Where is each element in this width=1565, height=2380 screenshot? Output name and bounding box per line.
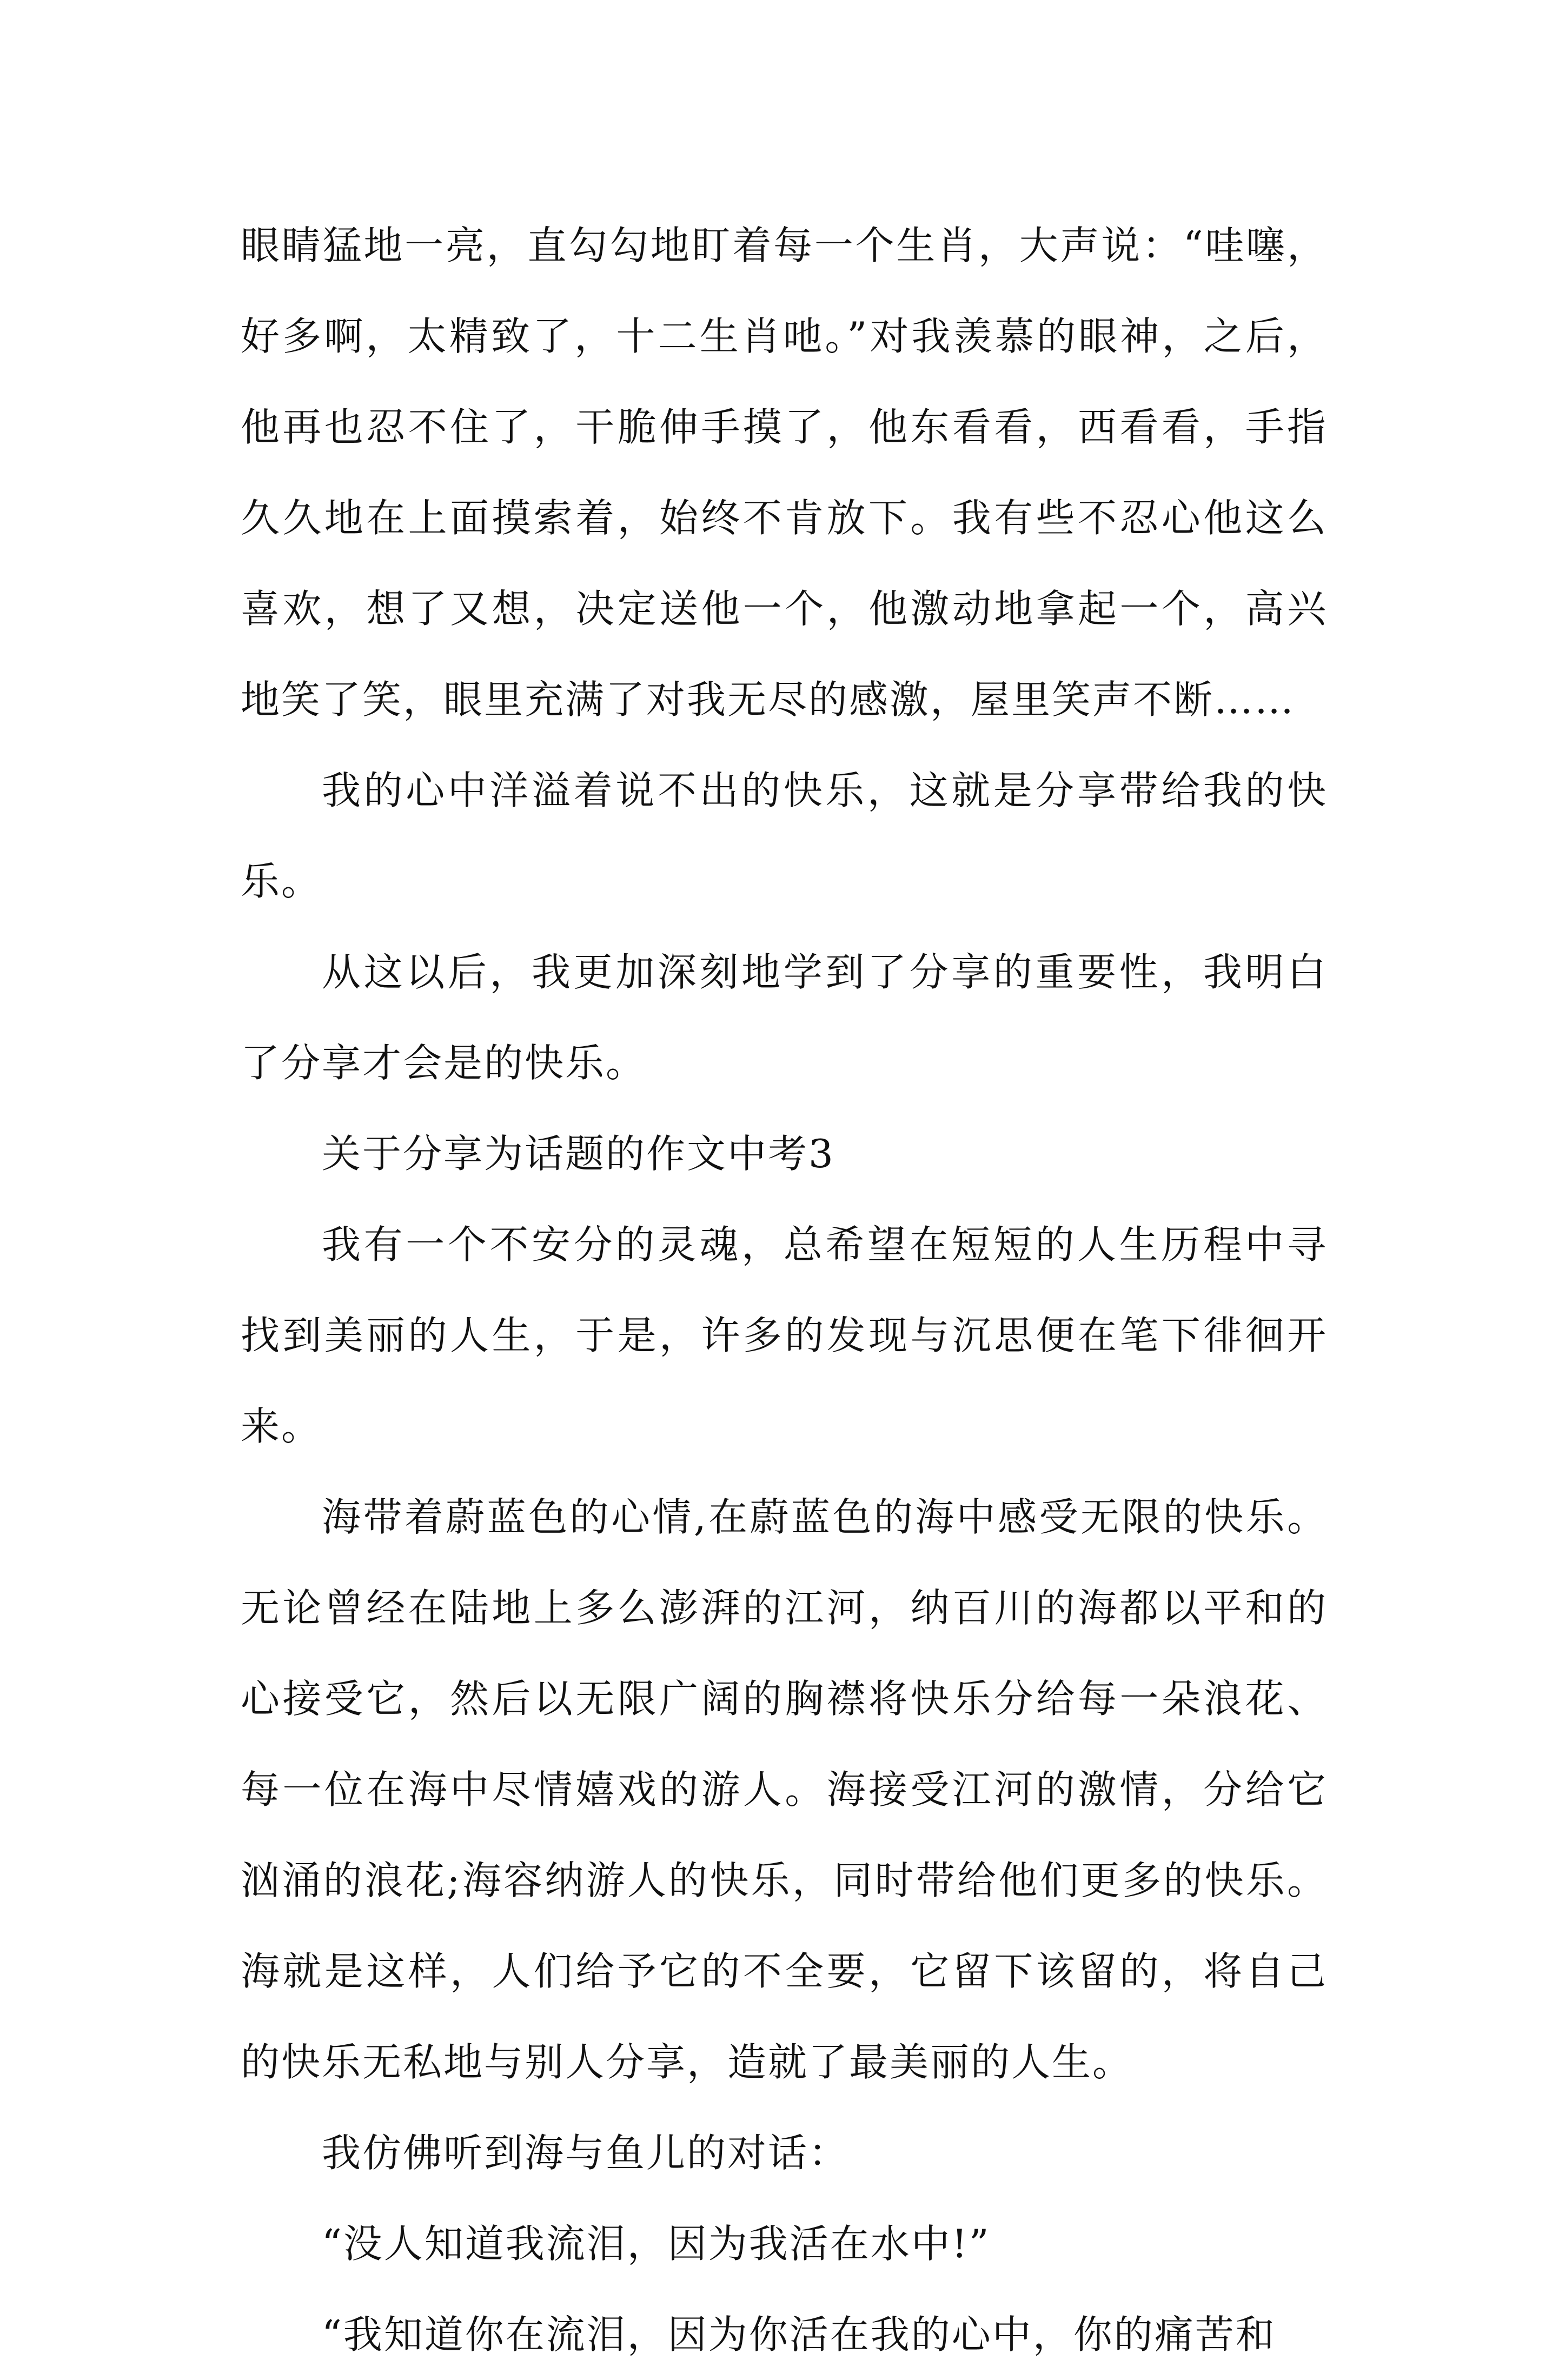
text-line: 心接受它，然后以无限广阔的胸襟将快乐分给每一朵浪花、 — [241, 1676, 1328, 1721]
text-line: 乐。 — [241, 859, 322, 904]
text-line: 汹涌的浪花;海容纳游人的快乐，同时带给他们更多的快乐。 — [241, 1858, 1328, 1903]
text-line: 我仿佛听到海与鱼儿的对话： — [322, 2130, 850, 2176]
text-line: 找到美丽的人生，于是，许多的发现与沉思便在笔下徘徊开 — [241, 1313, 1328, 1358]
paragraph — [241, 2108, 1328, 2198]
text-line: “我知道你在流泪，因为你活在我的心中，你的痛苦和 — [322, 2312, 1276, 2357]
text-line: 喜欢，想了又想，决定送他一个，他激动地拿起一个，高兴 — [241, 586, 1328, 631]
quote-paragraph — [241, 2289, 1328, 2380]
text-line: “没人知道我流泪，因为我活在水中!” — [322, 2221, 991, 2266]
text-line: 眼睛猛地一亮，直勾勾地盯着每一个生肖，大声说：“哇噻， — [241, 223, 1328, 268]
text-line: 我有一个不安分的灵魂，总希望在短短的人生历程中寻 — [322, 1222, 1328, 1267]
text-line: 关于分享为话题的作文中考3 — [322, 1131, 835, 1176]
text-line: 我的心中洋溢着说不出的快乐，这就是分享带给我的快 — [322, 768, 1328, 813]
paragraph — [241, 927, 1328, 1108]
text-line: 无论曾经在陆地上多么澎湃的江河，纳百川的海都以平和的 — [241, 1585, 1328, 1631]
text-line: 好多啊，太精致了，十二生肖吔。”对我羡慕的眼神，之后， — [241, 314, 1328, 359]
text-line: 来。 — [241, 1404, 322, 1449]
quote-paragraph — [241, 2198, 1328, 2289]
text-line: 从这以后，我更加深刻地学到了分享的重要性，我明白 — [322, 949, 1328, 995]
paragraph — [241, 745, 1328, 927]
paragraph — [241, 1472, 1328, 2108]
text-line: 海带着蔚蓝色的心情,在蔚蓝色的海中感受无限的快乐。 — [322, 1494, 1328, 1540]
text-line: 地笑了笑，眼里充满了对我无尽的感激，屋里笑声不断…… — [241, 677, 1296, 722]
text-line: 的快乐无私地与别人分享，造就了最美丽的人生。 — [241, 2039, 1133, 2085]
section-heading — [241, 1108, 1328, 1199]
text-line: 久久地在上面摸索着，始终不肯放下。我有些不忍心他这么 — [241, 495, 1328, 541]
text-line: 了分享才会是的快乐。 — [241, 1040, 647, 1086]
text-line: 海就是这样，人们给予它的不全要，它留下该留的，将自己 — [241, 1949, 1328, 1994]
paragraph — [241, 200, 1328, 745]
paragraph — [241, 1199, 1328, 1472]
text-line: 每一位在海中尽情嬉戏的游人。海接受江河的激情，分给它 — [241, 1767, 1328, 1812]
document-body — [241, 200, 1328, 2380]
text-line: 他再也忍不住了，干脆伸手摸了，他东看看，西看看，手指 — [241, 404, 1328, 450]
